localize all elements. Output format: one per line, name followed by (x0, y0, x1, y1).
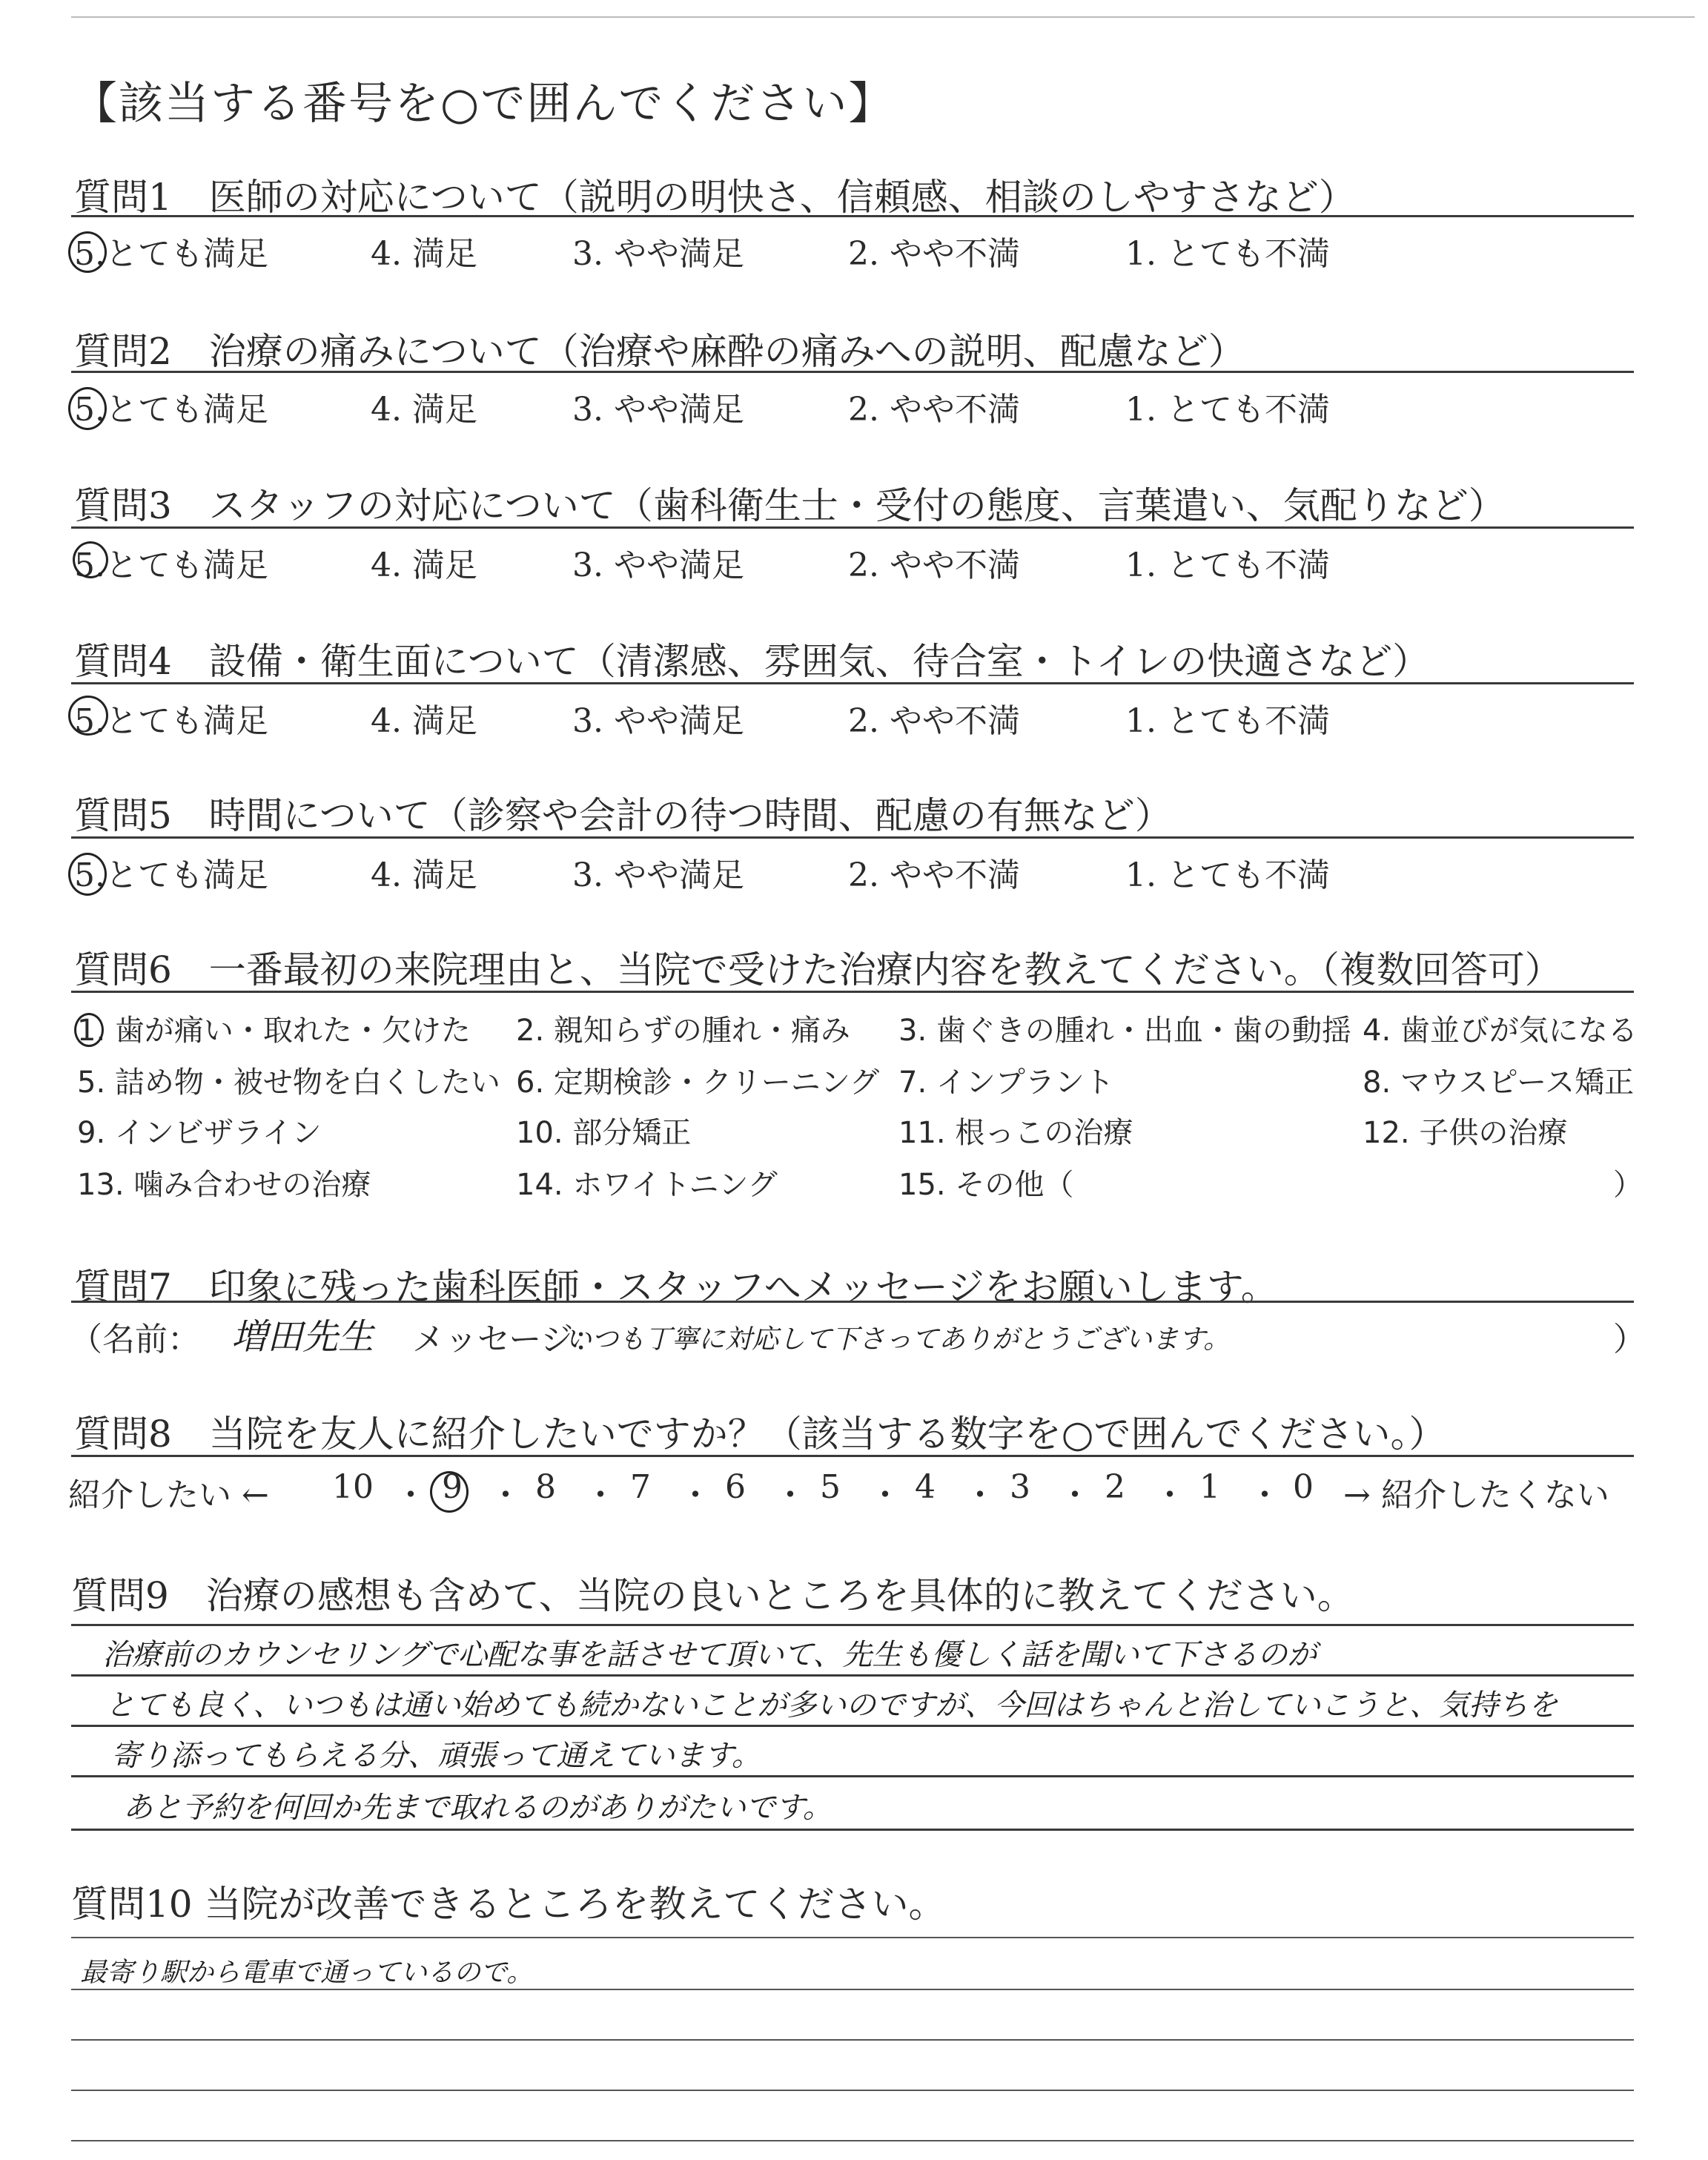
option-2[interactable]: 2. やや不満 (848, 546, 1020, 584)
option-1[interactable]: 1. とても不満 (1125, 391, 1330, 429)
option-1[interactable]: 1. とても不満 (1125, 546, 1330, 584)
question-title: 質問8 当院を友人に紹介したいですか？（該当する数字を○で囲んでください。） (74, 1413, 1446, 1456)
divider (71, 1455, 1634, 1457)
scale-dot: ・ (394, 1476, 427, 1514)
option-7[interactable]: 7. インプラント (898, 1066, 1114, 1100)
scale-dot: ・ (584, 1476, 617, 1514)
answer-line (71, 2039, 1634, 2041)
scale-2[interactable]: 2 (1105, 1468, 1125, 1506)
option-1[interactable]: 1. とても不満 (1125, 235, 1330, 273)
option-14[interactable]: 14. ホワイトニング (516, 1168, 778, 1202)
option-4[interactable]: 4. 歯並びが気になる (1363, 1014, 1638, 1048)
answer-line (71, 2090, 1634, 2091)
option-3[interactable]: 3. やや満足 (572, 702, 744, 740)
recommend-left-label: 紹介したい ← (68, 1476, 269, 1514)
divider (71, 682, 1634, 684)
option-5[interactable]: 5.とても満足 (74, 235, 268, 273)
scale-3[interactable]: 3 (1010, 1468, 1030, 1506)
selection-circle (74, 1013, 104, 1047)
page-header: 【該当する番号を○で囲んでください】 (73, 78, 895, 130)
answer-line (71, 2140, 1634, 2141)
scale-6[interactable]: 6 (725, 1468, 746, 1506)
option-3[interactable]: 3. やや満足 (572, 235, 744, 273)
recommend-right-label: → 紹介したくない (1343, 1476, 1609, 1514)
option-5[interactable]: 5.とても満足 (74, 856, 268, 894)
option-11[interactable]: 11. 根っこの治療 (898, 1116, 1133, 1150)
option-10[interactable]: 10. 部分矯正 (516, 1116, 692, 1150)
scale-0[interactable]: 0 (1293, 1468, 1314, 1506)
selection-circle (68, 853, 107, 896)
scale-dot: ・ (489, 1476, 522, 1514)
answer-line (71, 1624, 1634, 1626)
question-title: 質問10 当院が改善できるところを教えてください。 (71, 1883, 946, 1926)
option-2[interactable]: 2. やや不満 (848, 235, 1020, 273)
name-label: （名前： (70, 1321, 200, 1358)
option-2[interactable]: 2. 親知らずの腫れ・痛み (516, 1014, 850, 1048)
option-12[interactable]: 12. 子供の治療 (1363, 1116, 1568, 1150)
scale-dot: ・ (1248, 1476, 1281, 1514)
option-2[interactable]: 2. やや不満 (848, 702, 1020, 740)
answer-text-line[interactable]: あと予約を何回か先まで取れるのがありがたいです。 (123, 1791, 833, 1825)
option-2[interactable]: 2. やや不満 (848, 856, 1020, 894)
question-title: 質問6 一番最初の来院理由と、当院で受けた治療内容を教えてください。（複数回答可） (74, 948, 1562, 991)
option-4[interactable]: 4. 満足 (371, 702, 477, 740)
option-4[interactable]: 4. 満足 (371, 391, 477, 429)
option-5[interactable]: 5.とても満足 (74, 702, 268, 740)
close-paren: ） (1613, 1321, 1646, 1358)
scale-10[interactable]: 10 (332, 1468, 374, 1506)
scale-dot: ・ (869, 1476, 901, 1514)
answer-line (71, 1937, 1634, 1938)
scale-dot: ・ (1153, 1476, 1186, 1514)
selection-circle (68, 231, 107, 273)
option-4[interactable]: 4. 満足 (371, 856, 477, 894)
scale-4[interactable]: 4 (915, 1468, 936, 1506)
message-value[interactable]: いつも丁寧に対応して下さってありがとうございます。 (565, 1324, 1231, 1355)
option-2[interactable]: 2. やや不満 (848, 391, 1020, 429)
divider (71, 371, 1634, 373)
option-5[interactable]: 5.とても満足 (74, 391, 268, 429)
question-title: 質問5 時間について（診察や会計の待つ時間、配慮の有無など） (74, 794, 1172, 837)
question-title: 質問2 治療の痛みについて（治療や麻酔の痛みへの説明、配慮など） (74, 330, 1245, 373)
option-13[interactable]: 13. 噛み合わせの治療 (77, 1168, 371, 1202)
scale-8[interactable]: 8 (535, 1468, 556, 1506)
divider (71, 1301, 1634, 1303)
question-title: 質問1 医師の対応について（説明の明快さ、信頼感、相談のしやすさなど） (74, 176, 1356, 219)
name-value[interactable]: 増田先生 (231, 1316, 374, 1358)
option-3[interactable]: 3. やや満足 (572, 546, 744, 584)
option-4[interactable]: 4. 満足 (371, 546, 477, 584)
scale-5[interactable]: 5 (820, 1468, 841, 1506)
message-label: メッセージ： (412, 1321, 606, 1358)
answer-text-line[interactable]: とても良く、いつもは通い始めても続かないことが多いのですが、今回はちゃんと治していこうと、気持ちを (105, 1688, 1558, 1723)
option-3[interactable]: 3. やや満足 (572, 391, 744, 429)
scan-top-edge (71, 16, 1695, 18)
answer-text-line[interactable]: 最寄り駅から電車で通っているので。 (80, 1958, 534, 1988)
answer-line (71, 1829, 1634, 1831)
option-3[interactable]: 3. 歯ぐきの腫れ・出血・歯の動揺 (898, 1014, 1351, 1048)
option-1[interactable]: 1. 歯が痛い・取れた・欠けた (77, 1014, 471, 1048)
divider (71, 991, 1634, 993)
answer-text-line[interactable]: 寄り添ってもらえる分、頑張って通えています。 (111, 1739, 761, 1773)
answer-line (71, 1775, 1634, 1777)
selection-circle (68, 387, 107, 430)
question-title: 質問9 治療の感想も含めて、当院の良いところを具体的に教えてください。 (71, 1574, 1354, 1617)
question-title: 質問3 スタッフの対応について（歯科衛生士・受付の態度、言葉遣い、気配りなど） (74, 484, 1506, 527)
scale-1[interactable]: 1 (1199, 1468, 1220, 1506)
option-6[interactable]: 6. 定期検診・クリーニング (516, 1066, 880, 1100)
selection-circle (68, 696, 108, 736)
other-close-paren: ） (1613, 1168, 1643, 1202)
option-1[interactable]: 1. とても不満 (1125, 702, 1330, 740)
option-9[interactable]: 9. インビザライン (77, 1116, 322, 1150)
scale-7[interactable]: 7 (630, 1468, 651, 1506)
option-3[interactable]: 3. やや満足 (572, 856, 744, 894)
scale-dot: ・ (774, 1476, 807, 1514)
scale-dot: ・ (1059, 1476, 1091, 1514)
answer-line (71, 1725, 1634, 1727)
question-title: 質問4 設備・衛生面について（清潔感、雰囲気、待合室・トイレの快適さなど） (74, 640, 1430, 683)
option-15[interactable]: 15. その他（ (898, 1168, 1074, 1202)
divider (71, 836, 1634, 839)
scale-dot: ・ (964, 1476, 996, 1514)
option-4[interactable]: 4. 満足 (371, 235, 477, 273)
option-5[interactable]: 5. 詰め物・被せ物を白くしたい (77, 1066, 500, 1100)
answer-text-line[interactable]: 治療前のカウンセリングで心配な事を話させて頂いて、先生も優しく話を聞いて下さるのが (102, 1638, 1317, 1672)
option-5[interactable]: 5.とても満足 (74, 546, 268, 584)
divider (71, 526, 1634, 529)
scale-dot: ・ (679, 1476, 712, 1514)
question-title: 質問7 印象に残った歯科医師・スタッフへメッセージをお願いします。 (74, 1266, 1278, 1309)
selection-circle (73, 541, 108, 578)
divider (71, 215, 1634, 217)
scale-9[interactable]: 9 (442, 1468, 463, 1506)
selection-circle (430, 1471, 469, 1513)
option-8[interactable]: 8. マウスピース矯正 (1363, 1066, 1635, 1100)
answer-line (71, 1674, 1634, 1677)
option-1[interactable]: 1. とても不満 (1125, 856, 1330, 894)
